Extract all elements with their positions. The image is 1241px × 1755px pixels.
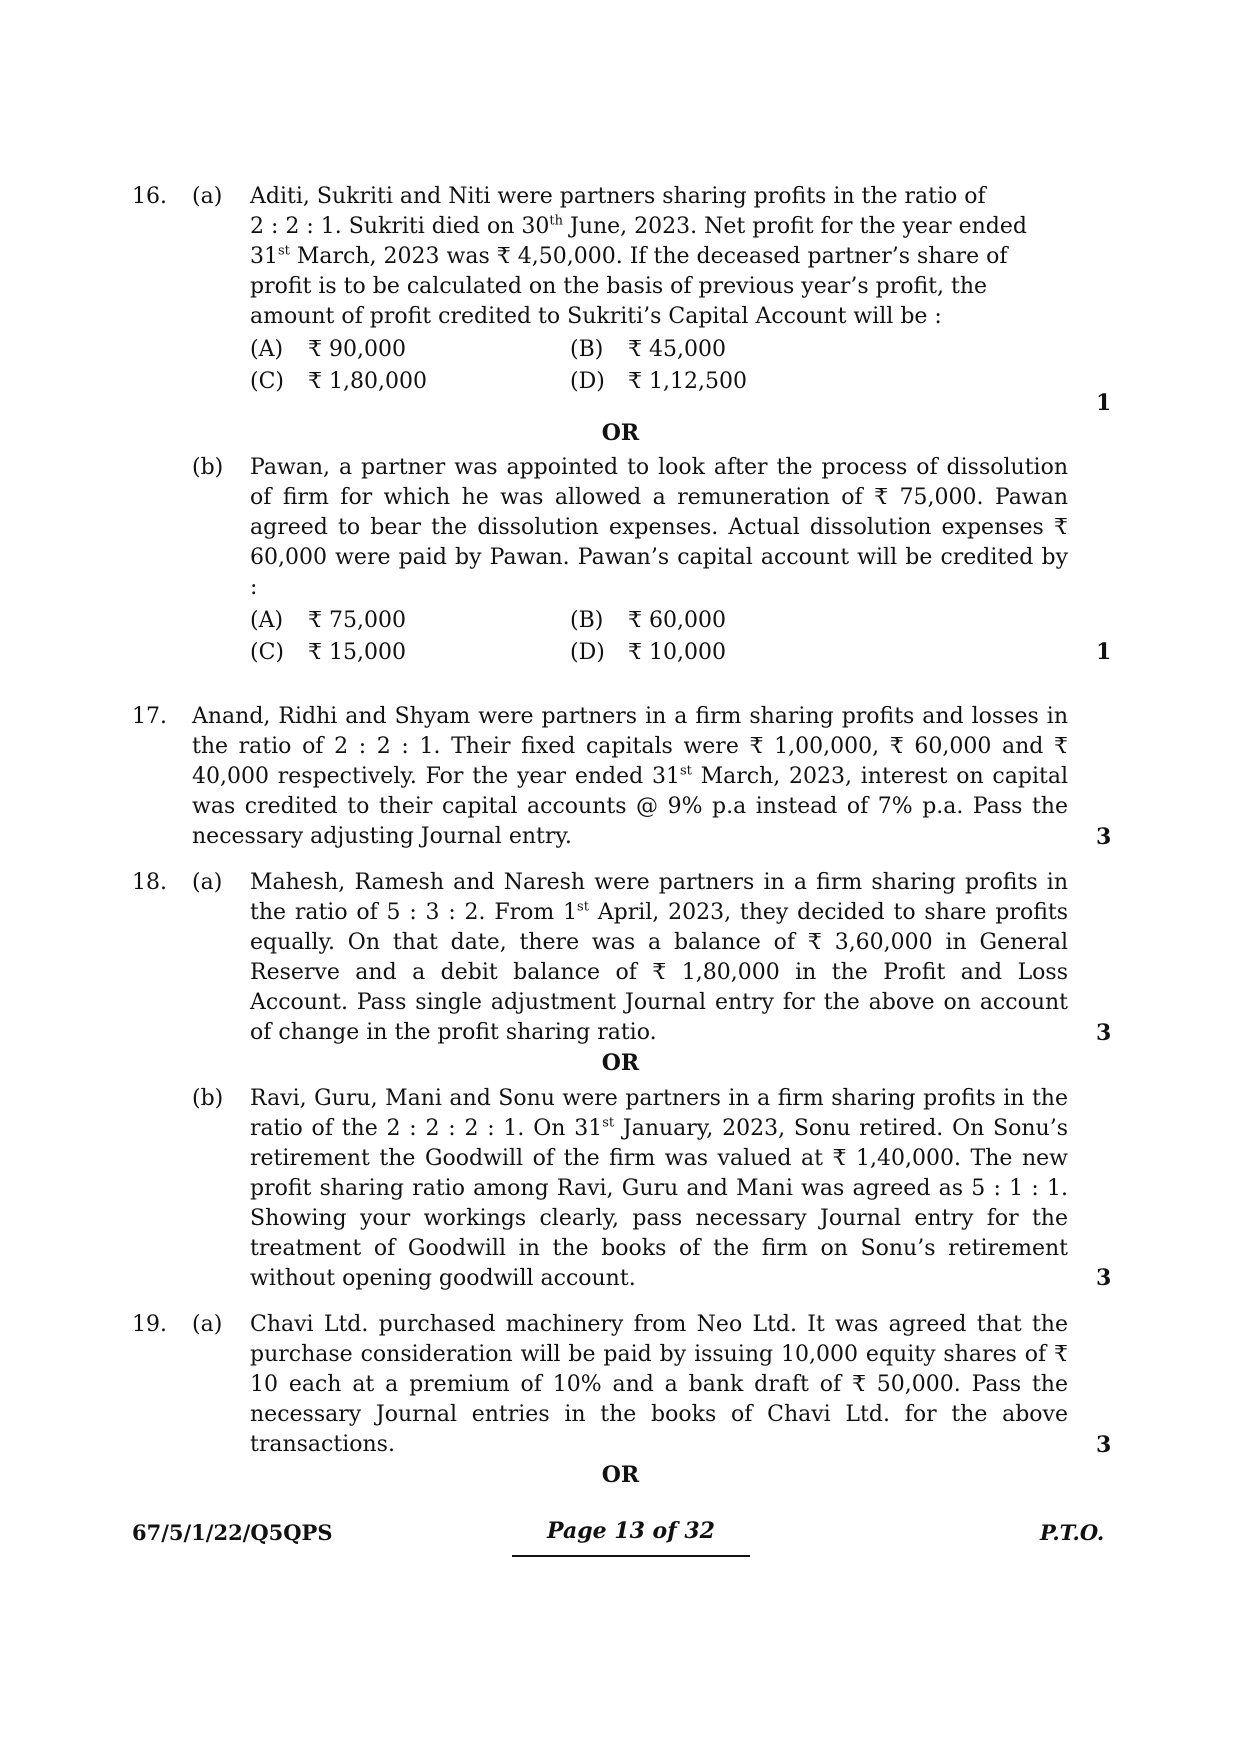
sub-question-label: (a) [192, 184, 223, 209]
question-text: Ravi, Guru, Mani and Sonu were partners in a firm sharing profits in the ratio of the 2 : 2 : 2 : 1. On 31st January, 2023, Sonu retired. On Sonu’s retirement the Goodwill of the firm was valued at ₹ 1,40,000. The new profit sharing ratio among Ravi, Guru and Mani was agreed as 5 : 1 : 1. Showing your workings clearly, pass necessary Journal entry for the treatment of Goodwill in the books of the firm on Sonu’s retirement without opening goodwill account. [250, 1086, 1069, 1291]
text-line: Aditi, Sukriti and Niti were partners sharing profits in the ratio of [250, 184, 986, 209]
question-number: 16. [132, 184, 167, 209]
marks: 3 [1096, 824, 1112, 850]
marks: 3 [1096, 1020, 1112, 1046]
page-number-underline [512, 1555, 750, 1557]
option-c: (C) ₹ 1,80,000 [250, 369, 427, 394]
question-text: Pawan, a partner was appointed to look after the process of dissolution of firm for which he was allowed a remuneration of ₹ 75,000. Pawan agreed to bear the dissolution expenses. Actual dissolution expenses ₹ 60,000 were paid by Pawan. Pawan’s capital account will be credited by : [250, 455, 1068, 600]
sub-question-label: (b) [192, 455, 224, 480]
or-separator: OR [601, 1050, 640, 1076]
question-text: Anand, Ridhi and Shyam were partners in a firm sharing profits and losses in the ratio of 2 : 2 : 1. Their fixed capitals were ₹ 1,00,000, ₹ 60,000 and ₹ 40,000 respectively. For the year ended 31st March, 2023, interest on capital was credited to their capital accounts @ 9% p.a instead of 7% p.a. Pass the necessary adjusting Journal entry. [192, 704, 1068, 849]
text-line: 31st March, 2023 was ₹ 4,50,000. If the deceased partner’s share of [250, 243, 1008, 269]
marks: 3 [1096, 1432, 1112, 1458]
options [250, 334, 1068, 398]
option-a: (A) ₹ 90,000 [250, 337, 406, 362]
sub-question-label: (b) [192, 1086, 224, 1111]
page-number: Page 13 of 32 [547, 1518, 715, 1544]
option-d: (D) ₹ 10,000 [570, 640, 726, 665]
options [250, 605, 1068, 669]
option-b: (B) ₹ 45,000 [570, 337, 726, 362]
text-line: amount of profit credited to Sukriti’s Capital Account will be : [250, 304, 942, 329]
option-b: (B) ₹ 60,000 [570, 608, 726, 633]
sub-question-label: (a) [192, 870, 223, 895]
option-a: (A) ₹ 75,000 [250, 608, 406, 633]
question-text [250, 182, 1068, 332]
marks: 3 [1096, 1265, 1112, 1291]
pto-label: P.T.O. [1040, 1520, 1105, 1545]
marks: 1 [1096, 639, 1112, 665]
text-line: 2 : 2 : 1. Sukriti died on 30th June, 2023. Net profit for the year ended [250, 213, 1027, 239]
sub-question-label: (a) [192, 1312, 223, 1337]
text-line: profit is to be calculated on the basis of previous year’s profit, the [250, 274, 988, 299]
or-separator: OR [601, 1462, 640, 1488]
option-d: (D) ₹ 1,12,500 [570, 369, 747, 394]
marks: 1 [1096, 390, 1112, 416]
option-c: (C) ₹ 15,000 [250, 640, 406, 665]
or-separator: OR [601, 420, 640, 446]
question-number: 19. [132, 1312, 167, 1337]
question-text: Chavi Ltd. purchased machinery from Neo Ltd. It was agreed that the purchase consideration will be paid by issuing 10,000 equity shares of ₹ 10 each at a premium of 10% and a bank draft of ₹ 50,000. Pass the necessary Journal entries in the books of Chavi Ltd. for the above transactions. [250, 1312, 1068, 1457]
paper-code: 67/5/1/22/Q5QPS [132, 1520, 333, 1545]
question-number: 17. [132, 704, 167, 729]
question-text: Mahesh, Ramesh and Naresh were partners in a firm sharing profits in the ratio of 5 : 3 : 2. From 1st April, 2023, they decided to share profits equally. On that date, there was a balance of ₹ 3,60,000 in General Reserve and a debit balance of ₹ 1,80,000 in the Profit and Loss Account. Pass single adjustment Journal entry for the above on account of change in the profit sharing ratio. [250, 870, 1068, 1045]
question-number: 18. [132, 870, 167, 895]
